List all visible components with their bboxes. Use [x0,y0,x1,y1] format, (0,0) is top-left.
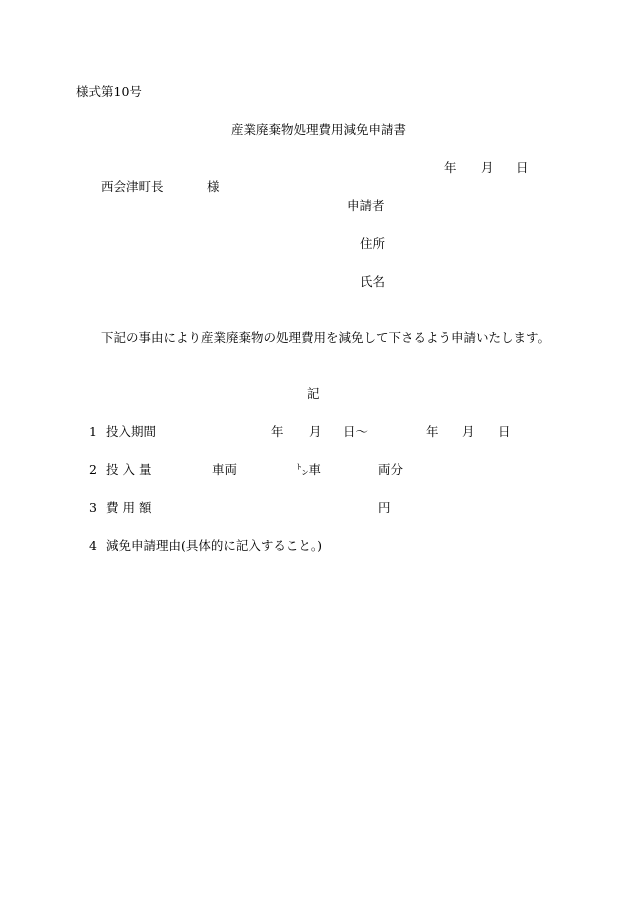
ki-heading: 記 [307,386,320,401]
name-label: 氏名 [360,274,386,289]
item-number: 4 [89,538,97,553]
period-to-month: 月 [462,424,475,439]
date-month: 月 [481,160,494,175]
item-label: 減免申請理由(具体的に記入すること。) [106,538,323,553]
form-number: 様式第10号 [76,84,142,99]
period-to-year: 年 [426,424,439,439]
applicant-label: 申請者 [347,198,385,213]
period-from-month: 月 [309,424,322,439]
period-to-day: 日 [498,424,511,439]
request-text: 下記の事由により産業廃棄物の処理費用を減免して下さるよう申請いたします。 [101,330,551,345]
amount-unit-loads: 両分 [378,462,404,477]
item-label: 投入期間 [106,424,157,439]
item-label: 費 用 額 [106,500,152,515]
item-number: 1 [89,424,97,439]
date-year: 年 [444,160,457,175]
cost-unit-yen: 円 [378,500,391,515]
period-from-day: 日〜 [343,424,369,439]
amount-unit-ton-trucks: ㌧車 [296,462,322,477]
recipient-honorific: 様 [207,179,220,194]
document-title: 産業廃棄物処理費用減免申請書 [231,122,407,137]
item-number: 2 [89,462,97,477]
item-number: 3 [89,500,97,515]
amount-unit-vehicles: 車両 [212,462,238,477]
item-label: 投 入 量 [106,462,152,477]
date-day: 日 [516,160,529,175]
period-from-year: 年 [271,424,284,439]
recipient-name: 西会津町長 [101,179,164,194]
address-label: 住所 [360,236,386,251]
